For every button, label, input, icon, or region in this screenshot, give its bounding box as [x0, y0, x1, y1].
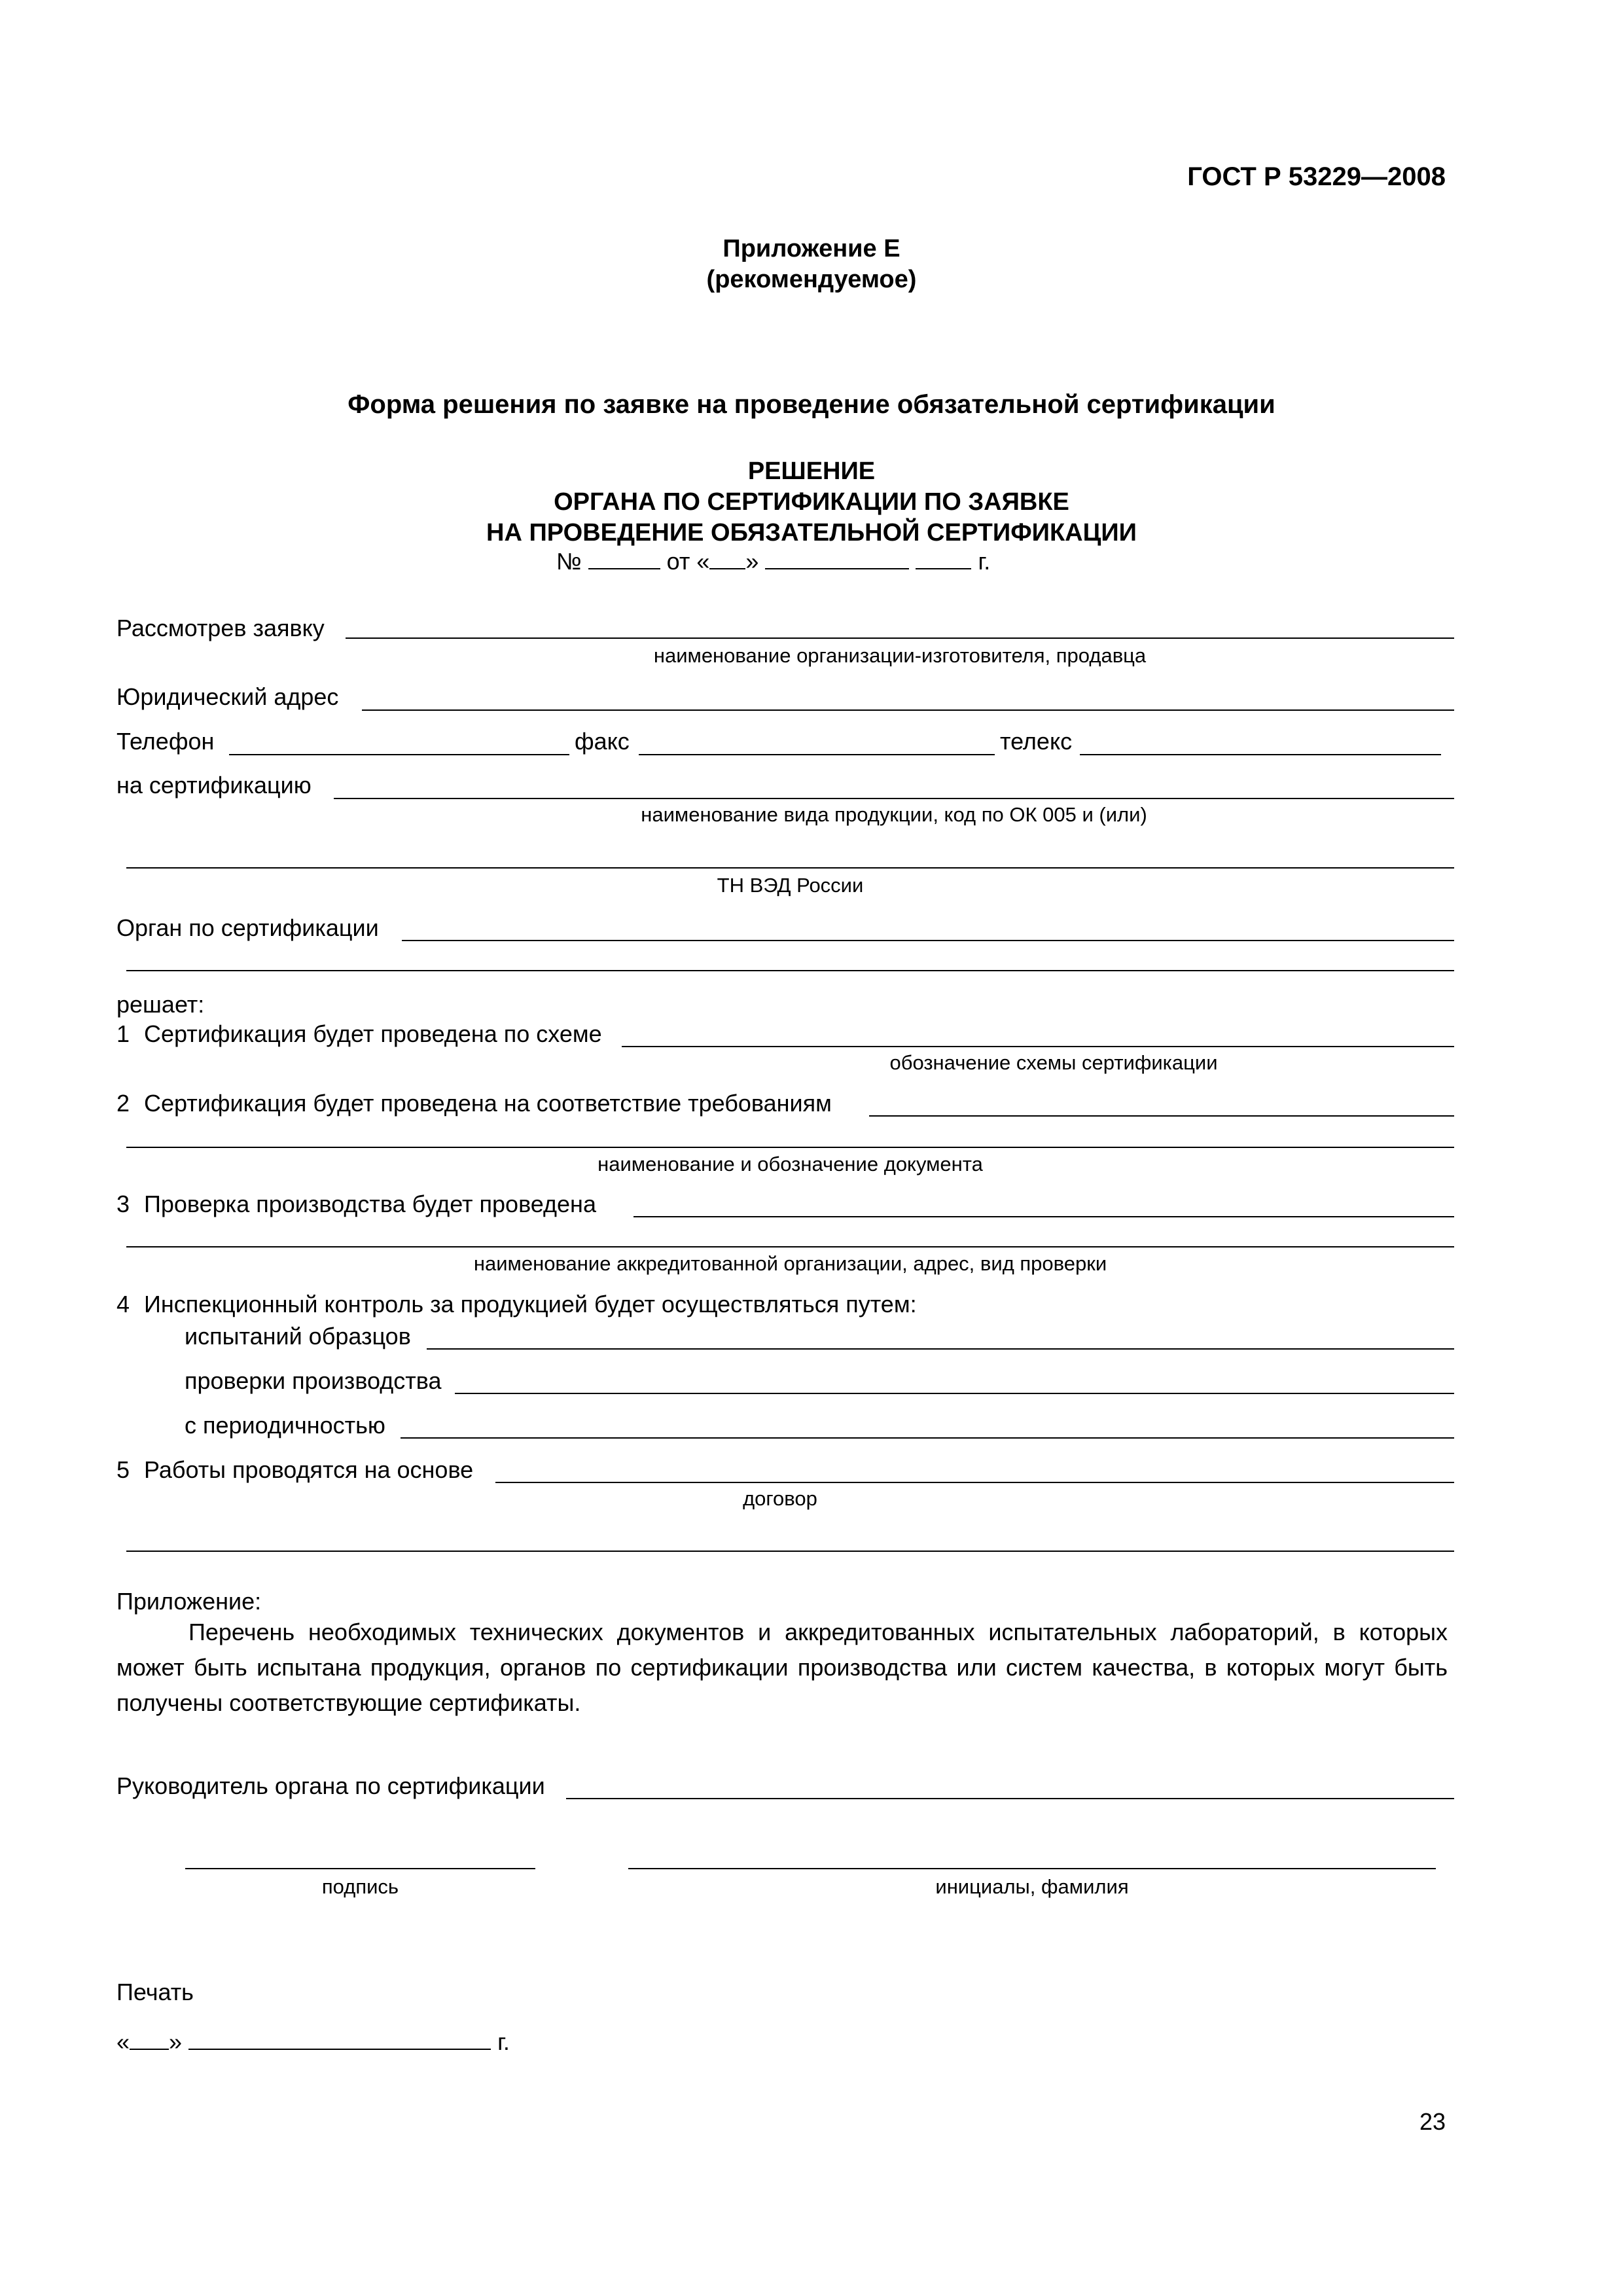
- item4-number: 4: [116, 1291, 130, 1318]
- certification-for-label: на сертификацию: [116, 772, 312, 798]
- name-caption: инициалы, фамилия: [935, 1875, 1129, 1898]
- decision-heading-3: НА ПРОВЕДЕНИЕ ОБЯЗАТЕЛЬНОЙ СЕРТИФИКАЦИИ: [486, 519, 1137, 547]
- item5-continuation-field[interactable]: [126, 1551, 1454, 1552]
- item4-samples-label: испытаний образцов: [185, 1323, 411, 1350]
- stamp-date-line: [116, 2029, 510, 2055]
- phone-field[interactable]: [229, 754, 569, 755]
- item2-number: 2: [116, 1090, 130, 1117]
- item4-periodicity-field[interactable]: [401, 1437, 1454, 1439]
- fax-label: факс: [575, 728, 630, 755]
- item4-text: Инспекционный контроль за продукцией будет осуществляться путем:: [144, 1291, 917, 1318]
- fax-field[interactable]: [639, 754, 995, 755]
- cert-body-label: Орган по сертификации: [116, 914, 379, 941]
- decision-heading-2: ОРГАНА ПО СЕРТИФИКАЦИИ ПО ЗАЯВКЕ: [554, 488, 1069, 516]
- year-field[interactable]: [916, 548, 971, 569]
- name-field[interactable]: [628, 1868, 1436, 1869]
- head-label: Руководитель органа по сертификации: [116, 1772, 545, 1799]
- application-field[interactable]: [346, 637, 1454, 639]
- date-open-quote: «: [116, 2028, 130, 2055]
- item1-number: 1: [116, 1020, 130, 1047]
- from-label: от «: [666, 548, 710, 575]
- stamp-label: Печать: [116, 1979, 194, 2005]
- appendix-text: Перечень необходимых технических документов и аккредитованных испытательных лабораторий, в которых может быть испытана продукция, органов по сертификации производства или систем качества, в которых могут быть получены соответствующие сертификаты.: [116, 1619, 1448, 1716]
- decision-heading-1: РЕШЕНИЕ: [747, 457, 876, 485]
- appendix-type: (рекомендуемое): [706, 266, 917, 293]
- number-field[interactable]: [588, 548, 660, 569]
- item4-periodicity-label: с периодичностью: [185, 1412, 385, 1439]
- address-field[interactable]: [362, 709, 1454, 711]
- head-field[interactable]: [566, 1798, 1454, 1799]
- appendix-title: Приложение Е: [722, 235, 901, 262]
- cert-body-continuation-field[interactable]: [126, 970, 1454, 971]
- item3-field[interactable]: [633, 1216, 1454, 1217]
- decision-number-line: [556, 548, 990, 575]
- page-number: 23: [1419, 2108, 1446, 2135]
- item4-production-label: проверки производства: [185, 1367, 442, 1394]
- product-continuation-field[interactable]: [126, 867, 1454, 869]
- form-title: Форма решения по заявке на проведение обязательной сертификации: [348, 390, 1275, 419]
- day-field[interactable]: [709, 548, 745, 569]
- stamp-day-field[interactable]: [130, 2029, 169, 2050]
- item2-field[interactable]: [869, 1115, 1454, 1117]
- phone-label: Телефон: [116, 728, 215, 755]
- item2-continuation-field[interactable]: [126, 1147, 1454, 1148]
- address-label: Юридический адрес: [116, 683, 339, 710]
- item5-caption: договор: [743, 1487, 817, 1510]
- item2-text: Сертификация будет проведена на соответствие требованиям: [144, 1090, 832, 1117]
- signature-field[interactable]: [185, 1868, 535, 1869]
- stamp-year-suffix: г.: [497, 2028, 510, 2055]
- signature-caption: подпись: [321, 1875, 399, 1898]
- item4-samples-field[interactable]: [427, 1348, 1454, 1350]
- number-label: №: [556, 548, 582, 575]
- stamp-month-field[interactable]: [188, 2029, 491, 2050]
- product-caption: наименование вида продукции, код по ОК 005 и (или): [641, 803, 1147, 826]
- item3-number: 3: [116, 1191, 130, 1217]
- application-label: Рассмотрев заявку: [116, 615, 325, 641]
- tnved-caption: ТН ВЭД России: [717, 874, 864, 897]
- item3-continuation-field[interactable]: [126, 1246, 1454, 1247]
- decides-label: решает:: [116, 991, 205, 1018]
- item2-caption: наименование и обозначение документа: [597, 1153, 983, 1175]
- item1-field[interactable]: [622, 1046, 1454, 1047]
- cert-body-field[interactable]: [402, 940, 1454, 941]
- item5-number: 5: [116, 1456, 130, 1483]
- quote-close: »: [745, 548, 759, 575]
- item3-text: Проверка производства будет проведена: [144, 1191, 596, 1217]
- item1-caption: обозначение схемы сертификации: [889, 1051, 1218, 1074]
- item4-production-field[interactable]: [455, 1393, 1454, 1394]
- item5-field[interactable]: [495, 1482, 1454, 1483]
- telex-label: телекс: [1000, 728, 1073, 755]
- appendix-label: Приложение:: [116, 1588, 262, 1615]
- item3-caption: наименование аккредитованной организации, адрес, вид проверки: [473, 1252, 1107, 1275]
- item1-text: Сертификация будет проведена по схеме: [144, 1020, 602, 1047]
- standard-number: ГОСТ Р 53229—2008: [1187, 162, 1446, 191]
- certification-for-field[interactable]: [334, 798, 1454, 799]
- application-caption: наименование организации-изготовителя, продавца: [653, 644, 1147, 667]
- year-suffix: г.: [978, 548, 991, 575]
- month-field[interactable]: [765, 548, 909, 569]
- item5-text: Работы проводятся на основе: [144, 1456, 474, 1483]
- date-close-quote: »: [169, 2028, 183, 2055]
- telex-field[interactable]: [1080, 754, 1441, 755]
